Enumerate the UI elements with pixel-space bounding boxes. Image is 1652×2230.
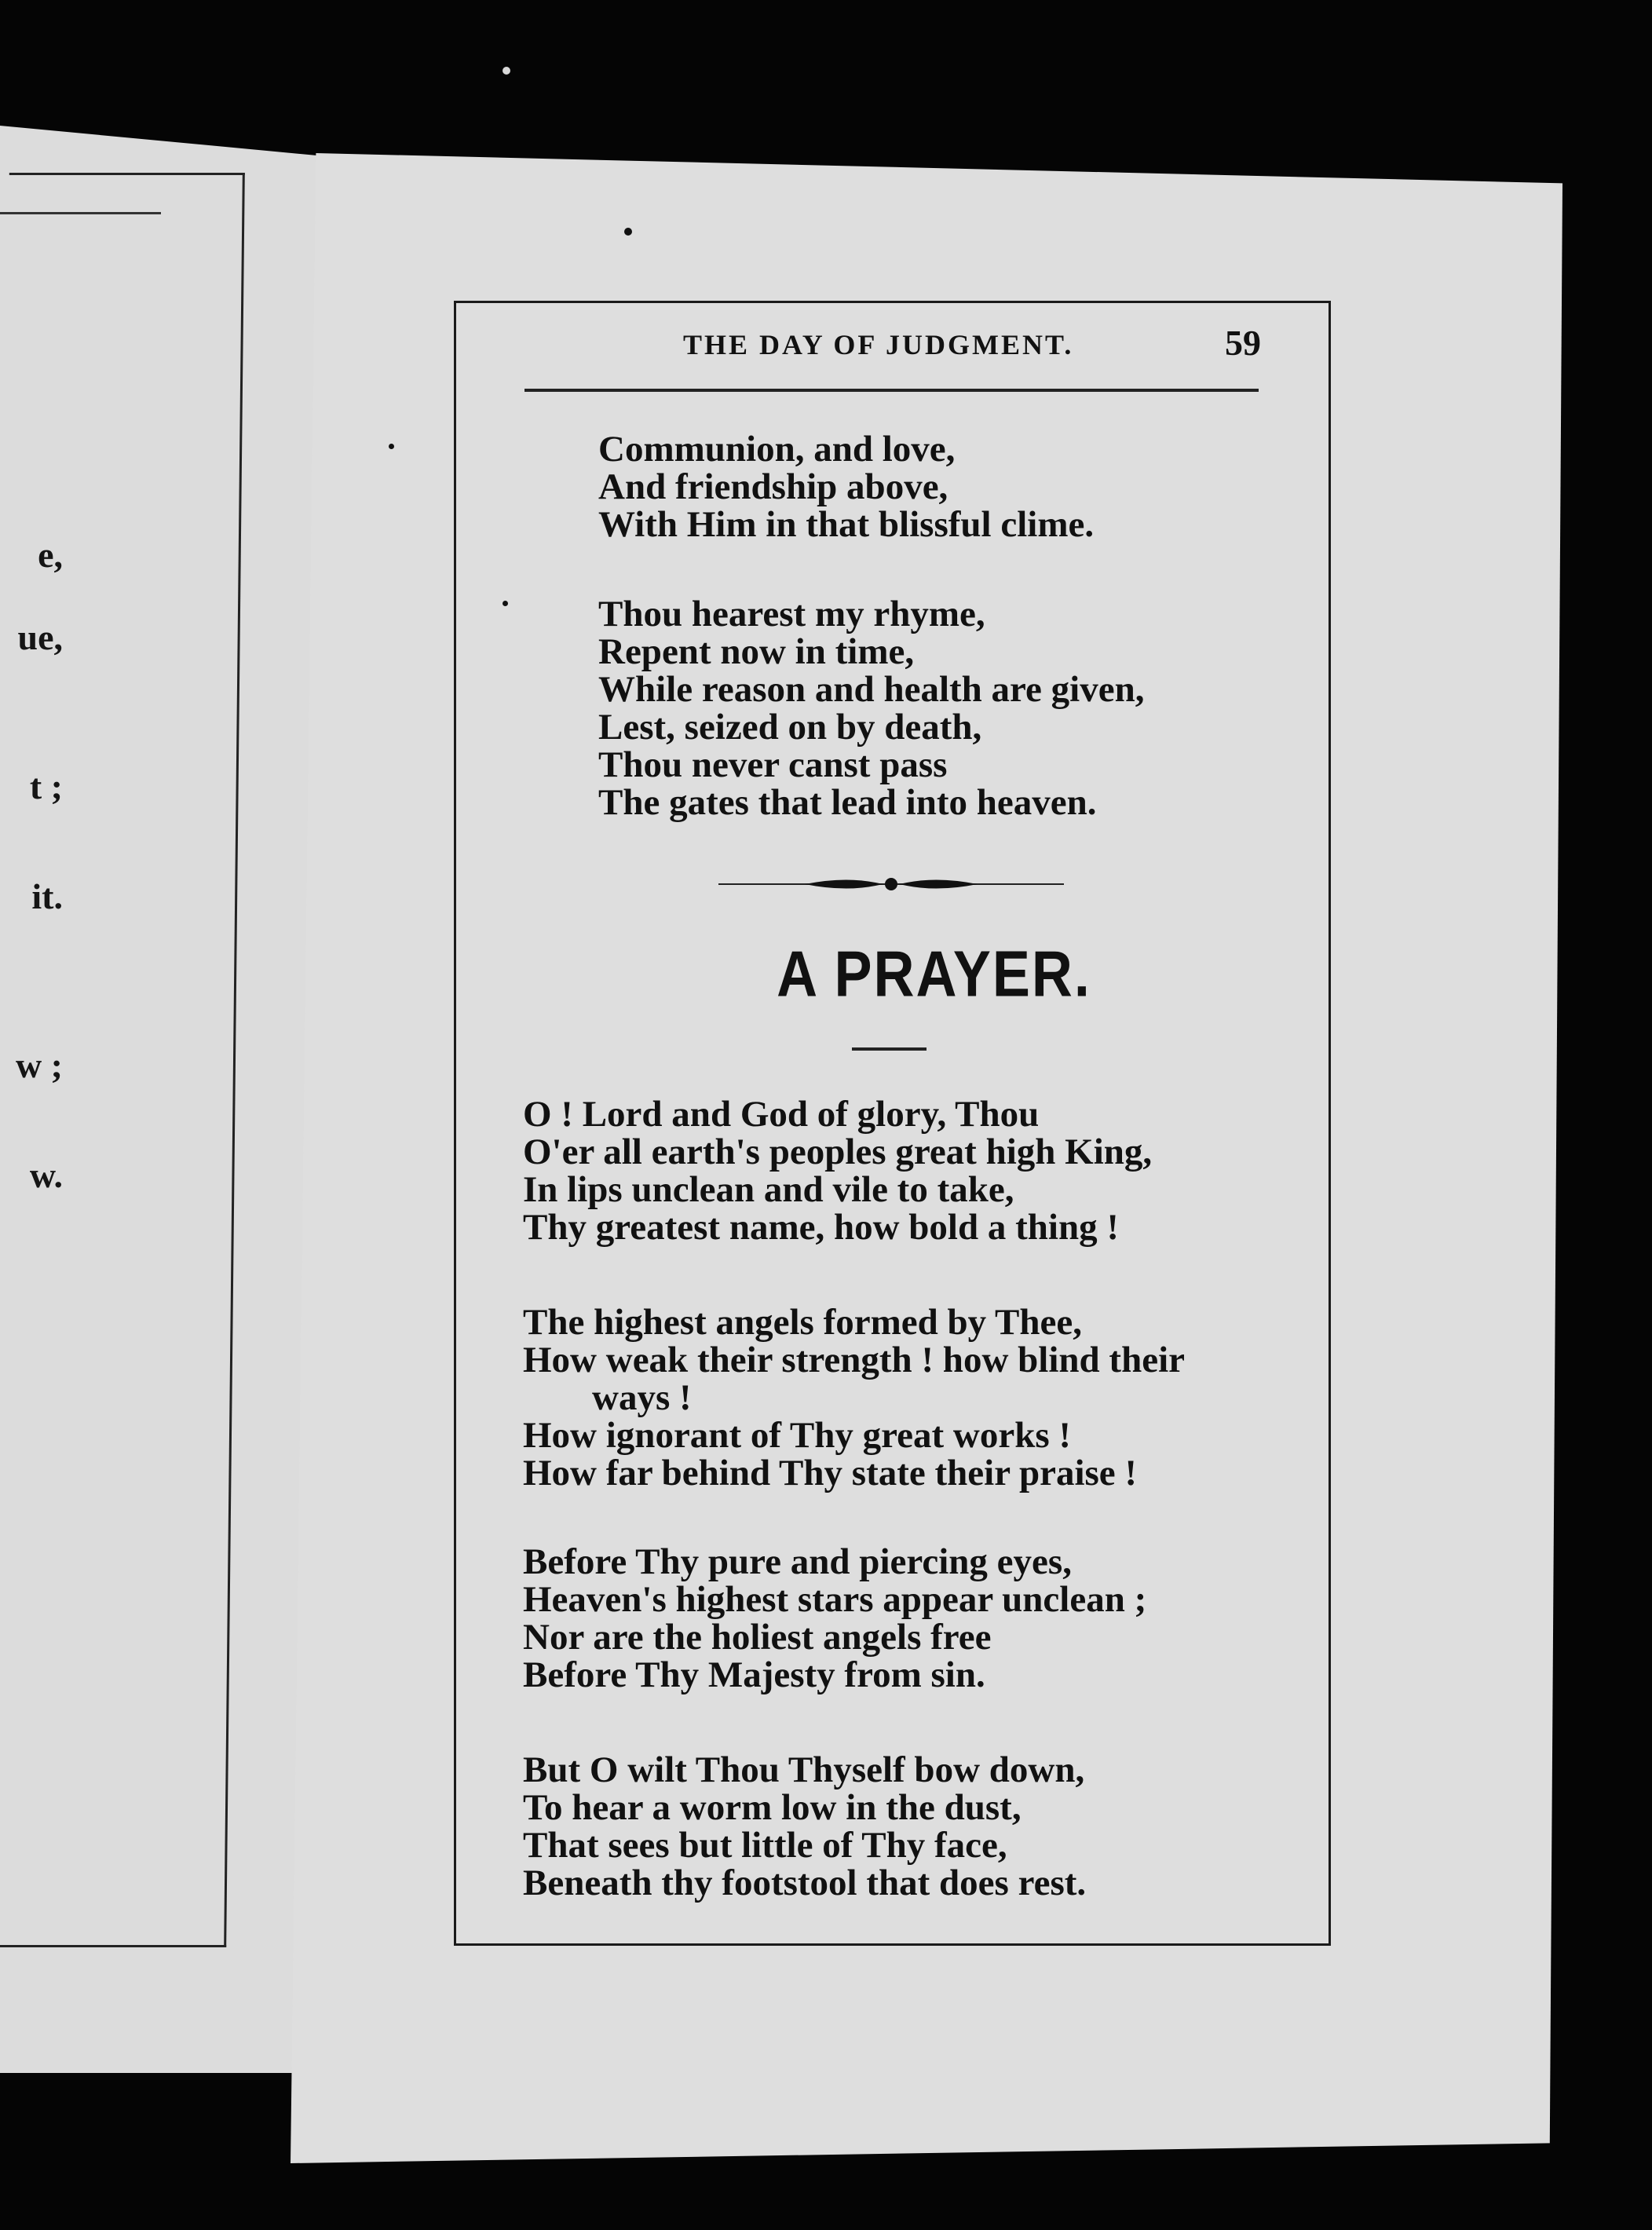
prayer-stanza-1 (523, 1095, 1152, 1246)
poem-line: And friendship above, (598, 466, 948, 507)
poem-line: The gates that lead into heaven. (598, 782, 1097, 823)
prayer-stanza-2 (523, 1303, 1185, 1492)
poem-line: Heaven's highest stars appear unclean ; (523, 1579, 1147, 1620)
poem-line: While reason and health are given, (598, 669, 1145, 710)
poem-line: How weak their strength ! how blind their (523, 1340, 1185, 1380)
dust-speck (389, 444, 394, 449)
poem-line: In lips unclean and vile to take, (523, 1169, 1014, 1210)
poem-line: The highest angels formed by Thee, (523, 1302, 1082, 1343)
poem-line: O ! Lord and God of glory, Thou (523, 1094, 1040, 1135)
left-margin-fragment: t ; (29, 766, 63, 806)
poem-line: How ignorant of Thy great works ! (523, 1415, 1072, 1456)
running-head: THE DAY OF JUDGMENT. (683, 329, 1074, 360)
poem-line: Communion, and love, (598, 429, 956, 470)
left-margin-fragment: w ; (15, 1045, 63, 1085)
poem-line: Thy greatest name, how bold a thing ! (523, 1207, 1120, 1248)
poem-line: Thou hearest my rhyme, (598, 594, 985, 634)
poem-line: But O wilt Thou Thyself bow down, (523, 1749, 1085, 1790)
poem-title: A PRAYER. (777, 938, 1091, 1011)
left-margin-fragment: e, (38, 535, 63, 575)
poem-line: Repent now in time, (598, 631, 915, 672)
stanza-communion (598, 430, 1094, 543)
left-margin-fragment: w. (29, 1155, 63, 1195)
prayer-stanza-3 (523, 1543, 1146, 1694)
poem-line: Thou never canst pass (598, 744, 948, 785)
poem-line: How far behind Thy state their praise ! (523, 1453, 1138, 1493)
stanza-repent (598, 595, 1144, 821)
poem-line: To hear a worm low in the dust, (523, 1787, 1022, 1828)
page-number: 59 (1225, 323, 1261, 363)
poem-line: Before Thy Majesty from sin. (523, 1654, 985, 1695)
left-page-rule (0, 212, 161, 214)
dust-speck (503, 67, 510, 75)
dust-speck (624, 228, 632, 236)
title-rule (852, 1047, 927, 1051)
prayer-stanza-4 (523, 1751, 1086, 1902)
poem-line-continuation: ways ! (592, 1377, 692, 1418)
poem-line: Before Thy pure and piercing eyes, (523, 1541, 1072, 1582)
left-margin-fragment: it. (31, 876, 63, 916)
poem-line: O'er all earth's peoples great high King, (523, 1131, 1153, 1172)
header-rule (524, 389, 1259, 392)
poem-line: Beneath thy footstool that does rest. (523, 1863, 1087, 1903)
poem-line: With Him in that blissful clime. (598, 504, 1095, 545)
poem-line: Nor are the holiest angels free (523, 1617, 992, 1658)
section-divider-ornament (718, 870, 1064, 898)
poem-line: That sees but little of Thy face, (523, 1825, 1007, 1866)
left-margin-fragment: ue, (17, 617, 63, 657)
poem-line: Lest, seized on by death, (598, 707, 982, 748)
